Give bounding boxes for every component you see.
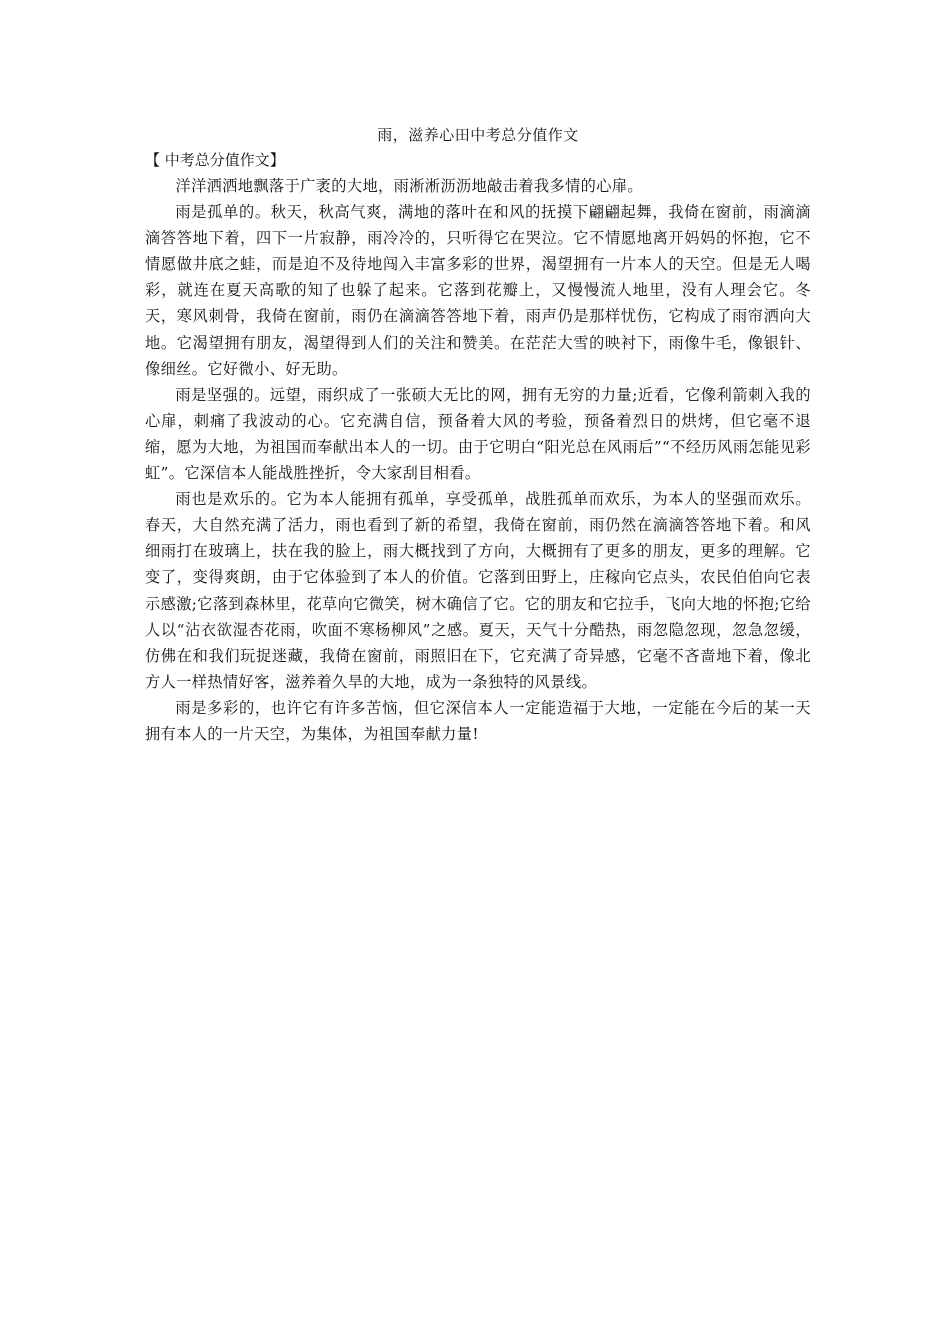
- paragraph-5: 雨是多彩的，也许它有许多苦恼，但它深信本人一定能造福于大地，一定能在今后的某一天拥有本人的一片天空，为集体，为祖国奉献力量!: [145, 698, 811, 743]
- category-tag: 【 中考总分值作文】: [145, 151, 285, 169]
- paragraph-4: 雨也是欢乐的。它为本人能拥有孤单，享受孤单，战胜孤单而欢乐，为本人的坚强而欢乐。春天，大自然充满了活力，雨也看到了新的希望，我倚在窗前，雨仍然在滴滴答答地下着。和风细雨打在玻璃上，扶在我的脸上，雨大概找到了方向，大概拥有了更多的朋友，更多的理解。它变了，变得爽朗，由于它体验到了本人的价值。它落到田野上，庄稼向它点头，农民伯伯向它表示感激;它落到森林里，花草向它微笑，树木确信了它。它的朋友和它拉手，飞向大地的怀抱;它给人以“沾衣欲湿杏花雨，吹面不寒杨柳风”之感。夏天，天气十分酷热，雨忽隐忽现，忽急忽缓，仿佛在和我们玩捉迷藏，我倚在窗前，雨照旧在下，它充满了奇异感，它毫不吝啬地下着，像北方人一样热情好客，滋养着久旱的大地，成为一条独特的风景线。: [145, 490, 811, 691]
- paragraph-2: 雨是孤单的。秋天，秋高气爽，满地的落叶在和风的抚摸下翩翩起舞，我倚在窗前，雨滴滴滴答答地下着，四下一片寂静，雨冷冷的，只听得它在哭泣。它不情愿地离开妈妈的怀抱，它不情愿做井底之蛙，而是迫不及待地闯入丰富多彩的世界，渴望拥有一片本人的天空。但是无人喝彩，就连在夏天高歌的知了也躲了起来。它落到花瓣上，又慢慢流人地里，没有人理会它。冬天，寒风刺骨，我倚在窗前，雨仍在滴滴答答地下着，雨声仍是那样忧伤，它构成了雨帘洒向大地。它渴望拥有朋友，渴望得到人们的关注和赞美。在茫茫大雪的映衬下，雨像牛毛，像银针、像细丝。它好微小、好无助。: [145, 203, 811, 378]
- paragraph-3: 雨是坚强的。远望，雨织成了一张硕大无比的网，拥有无穷的力量;近看，它像利箭刺入我的心扉，刺痛了我波动的心。它充满自信，预备着大风的考验，预备着烈日的烘烤，但它毫不退缩，愿为大地，为祖国而奉献出本人的一切。由于它明白“阳光总在风雨后”“不经历风雨怎能见彩虹”。它深信本人能战胜挫折，令大家刮目相看。: [145, 385, 811, 483]
- paragraph-1: 洋洋洒洒地飘落于广袤的大地，雨淅淅沥沥地敲击着我多情的心扉。: [175, 177, 644, 195]
- document-page: [145, 124, 811, 747]
- document-title: 雨，滋养心田中考总分值作文: [377, 126, 579, 144]
